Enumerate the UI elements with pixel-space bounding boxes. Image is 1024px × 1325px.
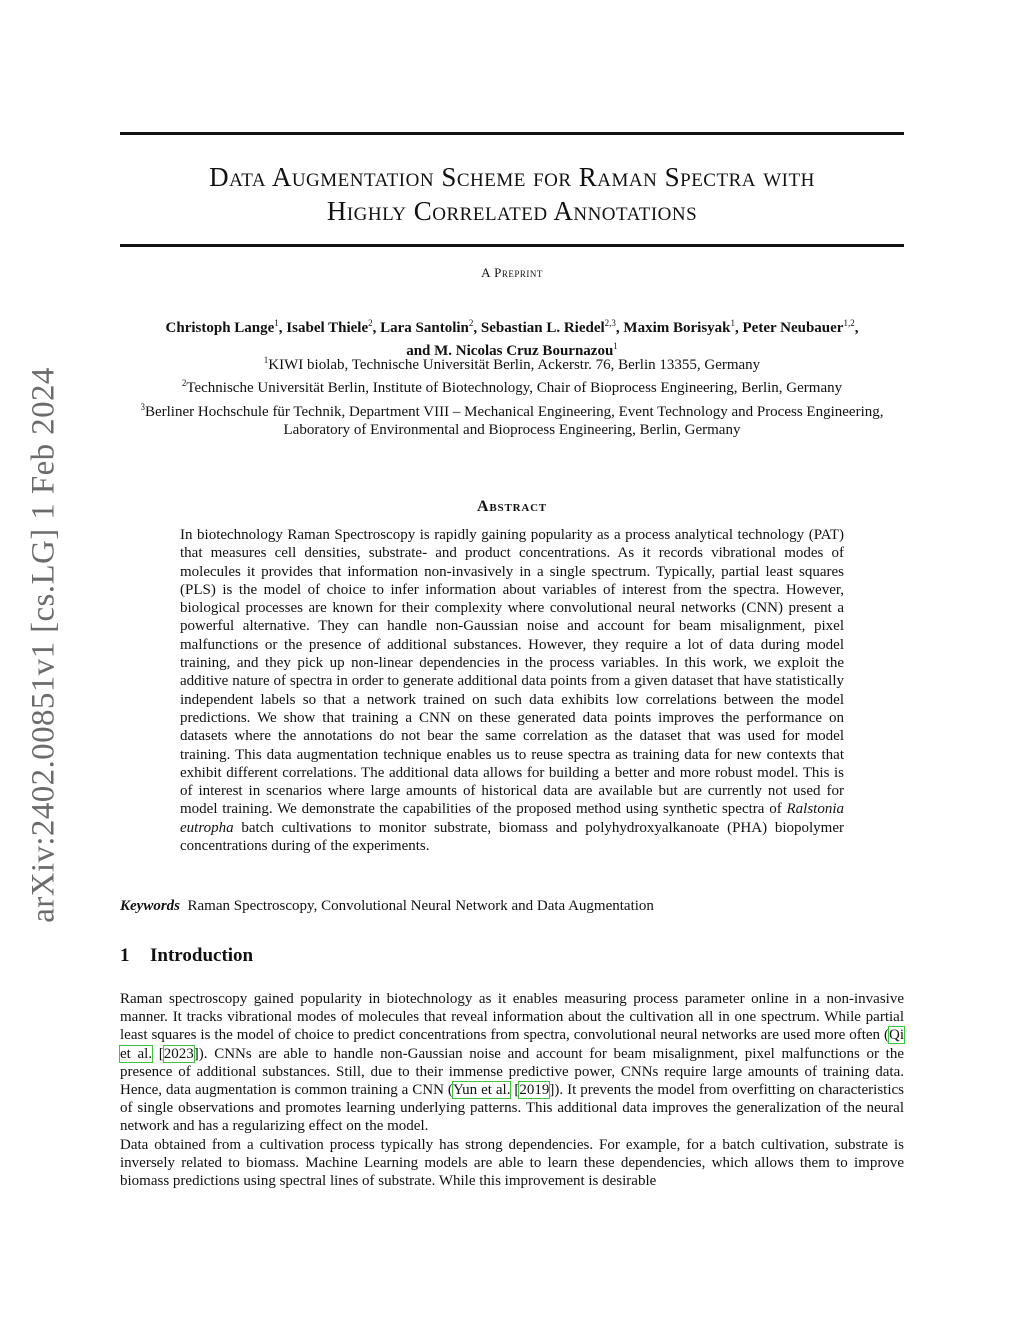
author-name: Lara Santolin	[380, 320, 469, 336]
affiliation-2: $^2$Technische Universität Berlin, Institute of Biotechnology, Chair of Bioprocess Engineering, Berlin, Germany	[181, 378, 843, 397]
intro-paragraph-1: Raman spectroscopy gained popularity in biotechnology as it enables measuring process parameter online in a non-invasive manner. It tracks vibrational modes of molecules that reveal information about the cultivation all in one spectrum. While partial least squares is the model of choice to predict concentrations from spectra, convolutional neural networks are used more often (Qi et al. [2023]). CNNs are able to handle non-Gaussian noise and account for beam misalignment, pixel malfunctions or the presence of additional substances. Still, due to their immense predictive power, CNNs require large amounts of training data. Hence, data augmentation is common training a CNN (Yun et al. [2019]). It prevents the model from overfitting on characteristics of single observations and promotes learning underlying patterns. This additional data improves the generalization of the neural network and has a regularizing effect on the model.	[120, 991, 904, 1135]
author-affiliation-mark: 2	[468, 318, 474, 328]
author-name: Sebastian L. Riedel	[480, 320, 605, 336]
citation-link[interactable]: Yun et al.	[452, 1082, 511, 1099]
author-name: M. Nicolas Cruz Bournazou	[434, 343, 614, 359]
author-affiliation-mark: 1,2	[843, 318, 855, 328]
author-line-1: Christoph Lange$^1$, Isabel Thiele$^2$, Lara Santolin$^2$, Sebastian L. Riedel$^{2,3}$, Maxim Borisyak$^1$, Peter Neubauer$^{1,2}$,	[165, 318, 859, 336]
author-name: Maxim Borisyak	[623, 320, 731, 336]
author-name: Isabel Thiele	[286, 320, 369, 336]
affiliation-list	[110, 351, 914, 439]
intro-paragraph-2: Data obtained from a cultivation process typically has strong dependencies. For example, for a batch cultivation, substrate is inversely related to biomass. Machine Learning models are able to learn these dependencies, which allows them to improve biomass predictions using spectral lines of substrate. While this improvement is desirable	[120, 1136, 904, 1190]
author-affiliation-mark: 2	[368, 318, 373, 328]
keywords-text: Raman Spectroscopy, Convolutional Neural Network and Data Augmentation	[187, 898, 654, 914]
citation-year-link[interactable]: 2019	[519, 1082, 550, 1099]
paper-title	[120, 160, 904, 228]
author-name: Peter Neubauer	[742, 320, 844, 336]
affiliation-1: $^1$KIWI biolab, Technische Universität Berlin, Ackerstr. 76, Berlin 13355, Germany	[263, 355, 761, 373]
keywords-label: Keywords	[120, 898, 180, 914]
author-line-2: and M. Nicolas Cruz Bournazou$^1$	[406, 341, 618, 359]
introduction-body	[120, 990, 904, 1190]
title-line-2: Highly Correlated Annotations	[326, 196, 698, 226]
author-affiliation-mark: 2,3	[604, 318, 616, 328]
citation-link[interactable]: Qi et al.	[120, 1027, 904, 1062]
preprint-label: A Preprint	[481, 265, 543, 280]
author-affiliation-mark: 1	[274, 318, 279, 328]
section-number: 1	[120, 945, 130, 966]
author-affiliation-mark: 1	[613, 341, 618, 351]
author-affiliation-mark: 1	[730, 318, 736, 328]
title-line-1: Data Augmentation Scheme for Raman Spectra with	[209, 162, 815, 192]
title-top-rule	[120, 132, 904, 135]
citation-year-link[interactable]: 2023	[163, 1045, 194, 1062]
title-bottom-rule	[120, 244, 904, 247]
affiliation-3: $^3$Berliner Hochschule für Technik, Department VIII – Mechanical Engineering, Event Technology and Process Engineering, Laboratory of Environmental and Bioprocess Engineering, Berlin, Germany	[140, 401, 884, 438]
abstract-body: In biotechnology Raman Spectroscopy is rapidly gaining popularity as a process analytical technology (PAT) that measures cell densities, substrate- and product concentrations. As it records vibrational modes of molecules it provides that information non-invasively in a single spectrum. Typically, partial least squares (PLS) is the model of choice to infer information about variables of interest from the spectra. However, biological processes are known for their complexity where convolutional neural networks (CNN) present a powerful alternative. They can handle non-Gaussian noise and account for beam misalignment, pixel malfunctions or the presence of additional substances. However, they require a lot of data during model training, and they pick up non-linear dependencies in the process variables. In this work, we exploit the additive nature of spectra in order to generate additional data points from a given dataset that have statistically independent labels so that a network trained on such data exhibits low correlations between the model predictions. We show that training a CNN on these generated data points improves the performance on datasets where the annotations do not bear the same correlation as the dataset that was used for model training. This data augmentation technique enables us to reuse spectra as training data for new contexts that exhibit different correlations. The additional data allows for building a better and more robust model. This is of interest in scenarios where large amounts of historical data are available but are currently not used for model training. We demonstrate the capabilities of the proposed method using synthetic spectra of Ralstonia eutropha batch cultivations to monitor substrate, biomass and polyhydroxyalkanoate (PHA) biopolymer concentrations during of the experiments.	[180, 527, 844, 855]
section-heading	[120, 945, 253, 967]
arxiv-identifier: arXiv:2402.00851v1 [cs.LG] 1 Feb 2024	[25, 367, 62, 923]
keywords	[120, 897, 904, 915]
author-name: Christoph Lange	[165, 320, 275, 336]
abstract-heading: Abstract	[477, 498, 547, 515]
section-title: Introduction	[150, 945, 254, 966]
species-name: Ralstonia eutropha	[180, 801, 844, 836]
